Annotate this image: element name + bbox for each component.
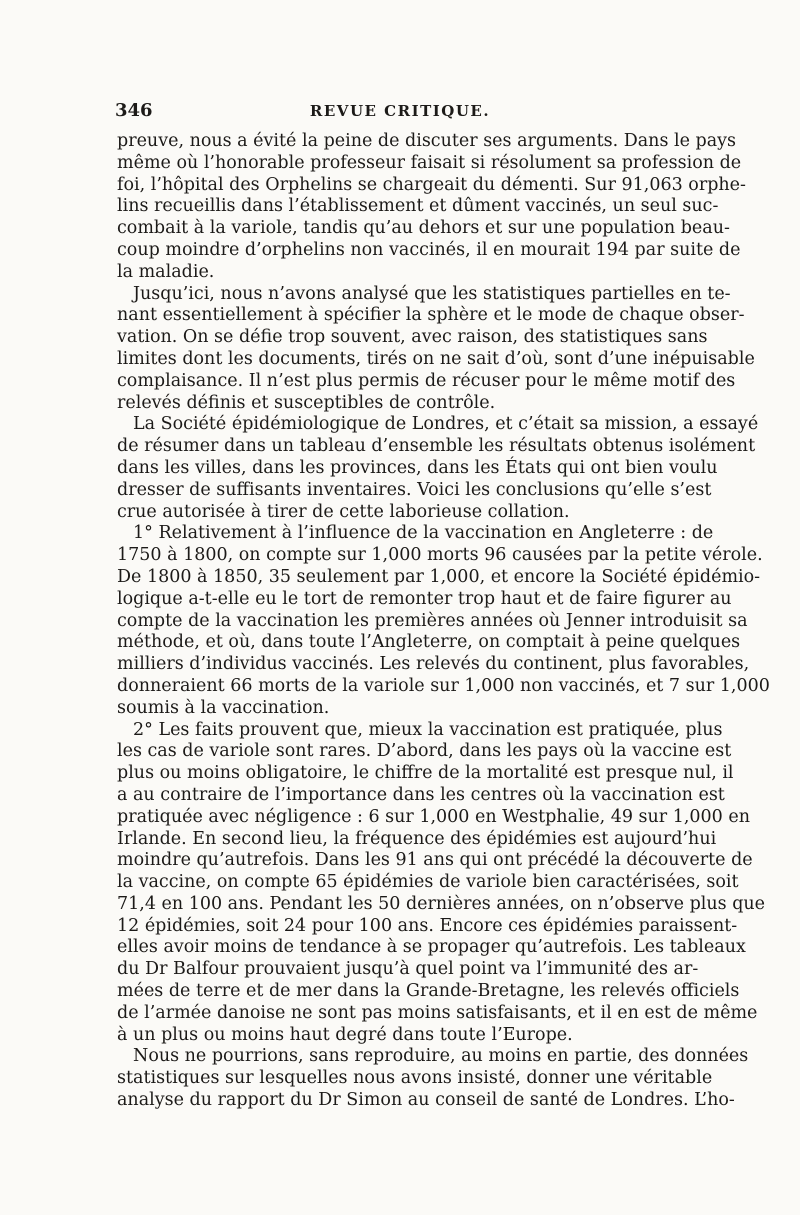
page-header xyxy=(115,100,685,124)
text-line: 2° Les faits prouvent que, mieux la vaccination est pratiquée, plus xyxy=(133,719,723,740)
text-line: coup moindre d’orphelins non vaccinés, il en mourait 194 par suite de xyxy=(117,239,741,260)
text-line: lins recueillis dans l’établissement et dûment vaccinés, un seul suc- xyxy=(117,196,719,217)
page-number: 346 xyxy=(115,100,153,121)
text-line: du Dr Balfour prouvaient jusqu’à quel point va l’immunité des ar- xyxy=(117,959,699,980)
text-line: 1° Relativement à l’influence de la vaccination en Angleterre : de xyxy=(133,523,714,544)
text-line: a au contraire de l’importance dans les centres où la vaccination est xyxy=(117,784,725,805)
text-line: la vaccine, on compte 65 épidémies de variole bien caractérisées, soit xyxy=(117,872,739,893)
text-line: même où l’honorable professeur faisait si résolument sa profession de xyxy=(117,152,742,173)
text-line: dresser de suffisants inventaires. Voici les conclusions qu’elle s’est xyxy=(117,479,712,500)
text-line: elles avoir moins de tendance à se propager qu’autrefois. Les tableaux xyxy=(117,937,746,958)
text-line: foi, l’hôpital des Orphelins se chargeait du démenti. Sur 91,063 orphe- xyxy=(117,174,746,195)
text-line: La Société épidémiologique de Londres, et c’était sa mission, a essayé xyxy=(133,414,759,435)
body-text xyxy=(117,131,770,1112)
text-line: moindre qu’autrefois. Dans les 91 ans qui ont précédé la découverte de xyxy=(117,850,753,871)
text-line: les cas de variole sont rares. D’abord, dans les pays où la vaccine est xyxy=(117,741,732,762)
text-line: analyse du rapport du Dr Simon au conseil de santé de Londres. L’ho- xyxy=(117,1090,735,1111)
text-line: 1750 à 1800, on compte sur 1,000 morts 96 causées par la petite vérole. xyxy=(117,545,763,566)
text-line: nant essentiellement à spécifier la sphère et le mode de chaque obser- xyxy=(117,305,745,326)
text-line: statistiques sur lesquelles nous avons insisté, donner une véritable xyxy=(117,1068,713,1089)
text-line: 12 épidémies, soit 24 pour 100 ans. Encore ces épidémies paraissent- xyxy=(117,915,738,936)
text-line: plus ou moins obligatoire, le chiffre de la mortalité est presque nul, il xyxy=(117,763,734,784)
text-line: milliers d’individus vaccinés. Les relevés du continent, plus favorables, xyxy=(117,654,750,675)
text-line: De 1800 à 1850, 35 seulement par 1,000, et encore la Société épidémio- xyxy=(117,566,761,587)
text-line: limites dont les documents, tirés on ne sait d’où, sont d’une inépuisable xyxy=(117,348,755,369)
text-line: complaisance. Il n’est plus permis de récuser pour le même motif des xyxy=(117,370,736,391)
text-line: vation. On se défie trop souvent, avec raison, des statistiques sans xyxy=(117,327,708,348)
text-line: méthode, et où, dans toute l’Angleterre, on comptait à peine quelques xyxy=(117,632,741,653)
text-line: à un plus ou moins haut degré dans toute l’Europe. xyxy=(117,1024,573,1045)
text-line: 71,4 en 100 ans. Pendant les 50 dernières années, on n’observe plus que xyxy=(117,893,766,914)
text-line: de résumer dans un tableau d’ensemble les résultats obtenus isolément xyxy=(117,436,756,457)
text-line: Jusqu’ici, nous n’avons analysé que les statistiques partielles en te- xyxy=(133,283,731,304)
text-line: relevés définis et susceptibles de contrôle. xyxy=(117,392,496,413)
text-line: mées de terre et de mer dans la Grande-Bretagne, les relevés officiels xyxy=(117,981,740,1002)
text-line: crue autorisée à tirer de cette laborieuse collation. xyxy=(117,501,570,522)
text-line: Nous ne pourrions, sans reproduire, au moins en partie, des données xyxy=(133,1046,749,1067)
text-line: compte de la vaccination les premières années où Jenner introduisit sa xyxy=(117,610,748,631)
text-line: soumis à la vaccination. xyxy=(117,697,330,718)
text-line: preuve, nous a évité la peine de discuter ses arguments. Dans le pays xyxy=(117,131,737,151)
text-line: logique a-t-elle eu le tort de remonter trop haut et de faire figurer au xyxy=(117,588,732,609)
text-line: Irlande. En second lieu, la fréquence des épidémies est aujourd’hui xyxy=(117,828,717,849)
text-line: la maladie. xyxy=(117,261,215,282)
text-line: de l’armée danoise ne sont pas moins satisfaisants, et il en est de même xyxy=(117,1002,758,1023)
running-title: REVUE CRITIQUE. xyxy=(309,102,491,120)
text-line: dans les villes, dans les provinces, dans les États qui ont bien voulu xyxy=(117,457,718,478)
text-line: donneraient 66 morts de la variole sur 1,000 non vaccinés, et 7 sur 1,000 xyxy=(117,675,770,696)
text-line: pratiquée avec négligence : 6 sur 1,000 en Westphalie, 49 sur 1,000 en xyxy=(117,806,750,827)
text-line: combait à la variole, tandis qu’au dehors et sur une population beau- xyxy=(117,218,730,239)
